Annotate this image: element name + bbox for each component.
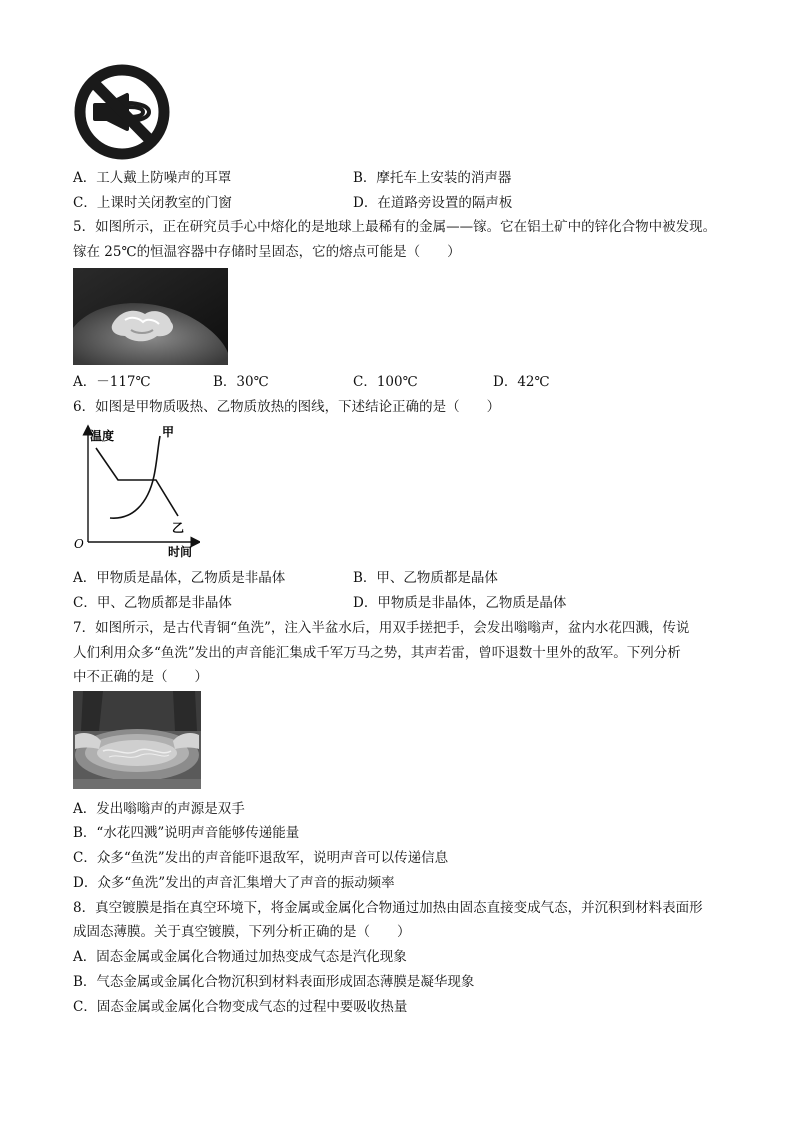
q8-option-b: B．气态金属或金属化合物沉积到材料表面形成固态薄膜是凝华现象 <box>73 974 475 990</box>
q7-option-a: A．发出嗡嗡声的声源是双手 <box>73 801 245 817</box>
no-horn-sign-icon <box>73 63 171 161</box>
graph-origin: O <box>74 537 84 551</box>
q5-option-c: C．100℃ <box>353 374 418 390</box>
q6-option-b: B．甲、乙物质都是晶体 <box>353 570 498 586</box>
gallium-in-hand-photo <box>73 268 228 365</box>
q7-stem-line2: 人们利用众多“鱼洗”发出的声音能汇集成千军万马之势，其声若雷，曾吓退数十里外的敌军。下列分析 <box>73 645 681 661</box>
q4-option-d: D．在道路旁设置的隔声板 <box>353 195 513 211</box>
q7-stem-line3: 中不正确的是（ ） <box>73 669 208 685</box>
q6-option-a: A．甲物质是晶体，乙物质是非晶体 <box>73 570 286 586</box>
q8-stem-line2: 成固态薄膜。关于真空镀膜，下列分析正确的是（ ） <box>73 924 411 940</box>
graph-curve-b-label: 乙 <box>172 521 185 535</box>
q8-stem-line1: 8．真空镀膜是指在真空环境下，将金属或金属化合物通过加热由固态直接变成气态，并沉积到材料表面形 <box>73 900 703 916</box>
q6-stem: 6．如图是甲物质吸热、乙物质放热的图线，下述结论正确的是（ ） <box>73 399 501 415</box>
q4-option-c: C．上课时关闭教室的门窗 <box>73 195 232 211</box>
q5-stem-line2: 镓在 25℃的恒温容器中存储时呈固态，它的熔点可能是（ ） <box>73 244 461 260</box>
q8-option-c: C．固态金属或金属化合物变成气态的过程中要吸收热量 <box>73 999 408 1015</box>
graph-xlabel: 时间 <box>168 545 193 559</box>
q4-option-b: B．摩托车上安装的消声器 <box>353 170 512 186</box>
q4-option-a: A．工人戴上防噪声的耳罩 <box>73 170 232 186</box>
q6-option-c: C．甲、乙物质都是非晶体 <box>73 595 232 611</box>
q5-option-a: A．－117℃ <box>73 374 151 390</box>
q8-option-a: A．固态金属或金属化合物通过加热变成气态是汽化现象 <box>73 949 407 965</box>
q6-option-d: D．甲物质是非晶体，乙物质是晶体 <box>353 595 567 611</box>
q7-option-d: D．众多“鱼洗”发出的声音汇集增大了声音的振动频率 <box>73 875 395 891</box>
temperature-time-graph <box>70 424 200 560</box>
q5-option-b: B．30℃ <box>213 374 269 390</box>
q5-stem-line1: 5．如图所示，正在研究员手心中熔化的是地球上最稀有的金属——镓。它在铝土矿中的锌化合物中被发现。 <box>73 219 717 235</box>
q5-option-d: D．42℃ <box>493 374 550 390</box>
graph-ylabel: 温度 <box>90 429 115 443</box>
fish-basin-photo <box>73 691 201 789</box>
q7-option-c: C．众多“鱼洗”发出的声音能吓退敌军，说明声音可以传递信息 <box>73 850 449 866</box>
q7-stem-line1: 7．如图所示，是古代青铜“鱼洗”，注入半盆水后，用双手搓把手，会发出嗡嗡声，盆内水花四溅，传说 <box>73 620 690 636</box>
q7-option-b: B．“水花四溅”说明声音能够传递能量 <box>73 825 300 841</box>
graph-curve-a-label: 甲 <box>162 425 175 439</box>
